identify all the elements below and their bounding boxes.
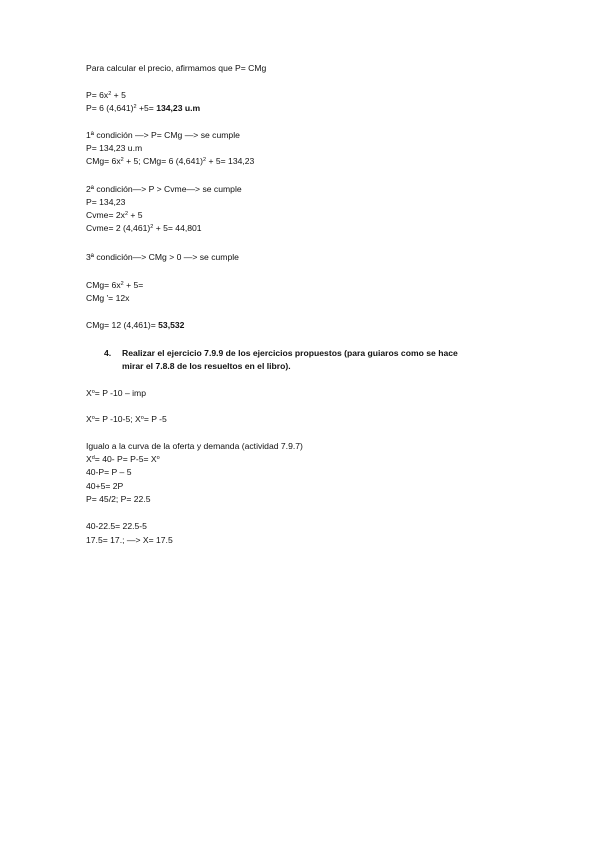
condition-2-line-2: Cvme= $2x^2 + 5$ [86, 210, 143, 220]
price-formula-line: $P= 6x^2 + 5$ [86, 90, 126, 100]
price-result: 134,23 u.m [156, 103, 201, 113]
price-calc-line: P= 6 $(4,641)^2 +5= 134,23$ u.m [86, 103, 201, 113]
condition-1-line-2: $CMg= 6x^2 + 5$; CMg= 6 $(4,641)^2 + 5= 134,23$ [86, 156, 255, 166]
equilibrium-line-5: 40-22.5= 22.5-5 [86, 521, 147, 531]
condition-2-line-1: P= 134,23 [86, 197, 126, 207]
equilibrium-line-4: P= 45/2; P= 22.5 [86, 494, 151, 504]
condition-3-title: 3ª condición—> CMg > 0 —> se cumple [86, 252, 239, 262]
supply-line-1: $X^o= P$ -10 – imp [86, 388, 146, 398]
condition-1-title: 1ª condición —> P= CMg —> se cumple [86, 130, 240, 140]
item-4-number: 4. [104, 348, 112, 358]
cmg-result: 53,532 [158, 320, 185, 330]
equilibrium-line-6: 17.5= 17.; —> X= 17.5 [86, 535, 173, 545]
item-4-line-1: Realizar el ejercicio 7.9.9 de los ejercicios propuestos (para guiaros como se hace [122, 348, 458, 358]
condition-1-line-1: P= 134,23 u.m [86, 143, 143, 153]
equilibrium-line-3: 40+5= 2P [86, 481, 124, 491]
supply-line-2: $X^o= P$ -10-5; $X^o= P$ -5 [86, 414, 167, 424]
equilibrium-line-2: 40-P= P – 5 [86, 467, 132, 477]
intro-line: Para calcular el precio, afirmamos que P= CMg [86, 63, 267, 73]
condition-3-line-3: CMg= 12 (4,461)= 53,532 [86, 320, 185, 330]
condition-3-line-2: CMg '= 12x [86, 293, 130, 303]
condition-2-line-3: Cvme= 2 $(4,461)^2 + 5= 44,801$ [86, 223, 202, 233]
equilibrium-intro: Igualo a la curva de la oferta y demanda (actividad 7.9.7) [86, 441, 303, 451]
item-4-line-2: mirar el 7.8.8 de los resueltos en el libro). [122, 361, 291, 371]
condition-3-line-1: $CMg= 6x^2 + 5=$ [86, 280, 144, 290]
equilibrium-line-1: $X^d= 40-$ $P= P-5= X^o$ [86, 454, 160, 464]
condition-2-title: 2ª condición—> P > Cvme—> se cumple [86, 184, 242, 194]
